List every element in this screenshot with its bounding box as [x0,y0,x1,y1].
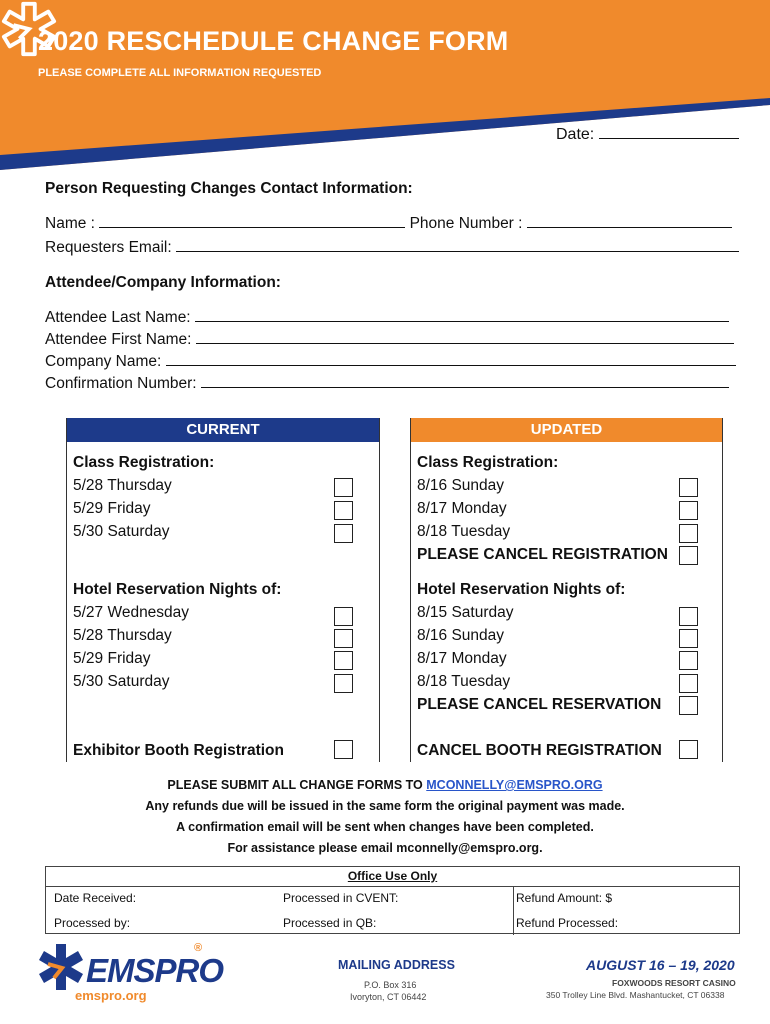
form-subtitle: PLEASE COMPLETE ALL INFORMATION REQUESTED [38,67,322,79]
confirmation-blank[interactable] [201,374,729,388]
checkbox-updated-hotel-1[interactable] [679,607,698,626]
date-received-label: Date Received: [54,891,137,905]
name-blank[interactable] [99,214,405,228]
updated-hotel-item: 8/18 Tuesday [417,673,511,690]
processed-cvent-label: Processed in CVENT: [283,891,399,905]
checkbox-current-class-3[interactable] [334,524,353,543]
confirmation-notice: A confirmation email will be sent when changes have been completed. [176,820,594,834]
checkbox-updated-class-3[interactable] [679,524,698,543]
updated-heading: UPDATED [411,418,722,442]
updated-hotel-item: 8/16 Sunday [417,627,505,644]
phone-blank[interactable] [527,214,732,228]
refund-amount-label: Refund Amount: $ [516,891,613,905]
form-title: 2020 RESCHEDULE CHANGE FORM [38,26,509,56]
company-row [45,352,736,371]
updated-hotel-heading: Hotel Reservation Nights of: [417,581,626,598]
checkbox-updated-class-2[interactable] [679,501,698,520]
current-hotel-item: 5/30 Saturday [73,673,170,690]
email-row [45,238,739,257]
checkbox-current-hotel-1[interactable] [334,607,353,626]
updated-booth-cancel: CANCEL BOOTH REGISTRATION [417,742,662,759]
first-name-blank[interactable] [196,330,734,344]
attendee-heading: Attendee/Company Information: [45,274,281,291]
office-column-divider [513,886,514,935]
confirmation-row [45,374,729,393]
company-blank[interactable] [166,352,736,366]
updated-class-cancel: PLEASE CANCEL REGISTRATION [417,546,668,563]
confirmation-label: Confirmation Number: [45,375,197,392]
updated-class-item: 8/17 Monday [417,500,507,517]
header-banner [0,0,770,170]
updated-column [410,418,723,762]
emspro-logo-text: EMSPRO [86,952,224,989]
checkbox-current-hotel-4[interactable] [334,674,353,693]
current-column [66,418,380,762]
name-phone-row [45,214,732,233]
date-blank[interactable] [599,125,739,139]
current-class-item: 5/30 Saturday [73,523,170,540]
current-heading: CURRENT [67,418,379,442]
current-class-item: 5/28 Thursday [73,477,172,494]
event-venue: FOXWOODS RESORT CASINO [612,978,736,988]
checkbox-updated-cancel-reservation[interactable] [679,696,698,715]
checkbox-current-hotel-2[interactable] [334,629,353,648]
office-use-table [45,866,740,934]
first-name-label: Attendee First Name: [45,331,192,348]
checkbox-updated-hotel-2[interactable] [679,629,698,648]
checkbox-current-class-2[interactable] [334,501,353,520]
current-hotel-item: 5/28 Thursday [73,627,172,644]
mailing-address-title: MAILING ADDRESS [338,958,455,972]
email-label: Requesters Email: [45,239,172,256]
updated-class-item: 8/16 Sunday [417,477,505,494]
checkbox-updated-hotel-4[interactable] [679,674,698,693]
updated-hotel-item: 8/17 Monday [417,650,507,667]
date-field [556,125,739,144]
office-use-title: Office Use Only [347,869,438,883]
checkbox-current-class-1[interactable] [334,478,353,497]
last-name-label: Attendee Last Name: [45,309,191,326]
submit-notice [0,778,770,792]
phone-label: Phone Number : [409,215,523,232]
last-name-blank[interactable] [195,308,729,322]
updated-hotel-item: 8/15 Saturday [417,604,514,621]
checkbox-updated-cancel-booth[interactable] [679,740,698,759]
current-booth-label: Exhibitor Booth Registration [73,742,284,759]
updated-class-item: 8/18 Tuesday [417,523,511,540]
mailing-city: Ivoryton, CT 06442 [350,992,427,1002]
star-of-life-icon [0,0,58,58]
checkbox-updated-cancel-registration[interactable] [679,546,698,565]
refunds-notice: Any refunds due will be issued in the same form the original payment was made. [145,799,625,813]
office-divider [46,886,739,887]
first-name-row [45,330,734,349]
processed-qb-label: Processed in QB: [283,916,377,930]
name-label: Name : [45,215,95,232]
current-hotel-heading: Hotel Reservation Nights of: [73,581,282,598]
last-name-row [45,308,729,327]
submit-prefix: PLEASE SUBMIT ALL CHANGE FORMS TO [167,778,423,792]
current-class-heading: Class Registration: [73,454,215,471]
current-class-item: 5/29 Friday [73,500,151,517]
contact-heading: Person Requesting Changes Contact Information: [45,180,413,197]
event-address: 350 Trolley Line Blvd. Mashantucket, CT 06338 [546,990,725,1000]
checkbox-current-hotel-3[interactable] [334,651,353,670]
checkbox-current-booth[interactable] [334,740,353,759]
current-hotel-item: 5/27 Wednesday [73,604,190,621]
submit-email-link[interactable]: MCONNELLY@EMSPRO.ORG [426,778,603,792]
checkbox-updated-hotel-3[interactable] [679,651,698,670]
updated-hotel-cancel: PLEASE CANCEL RESERVATION [417,696,662,713]
registered-mark: ® [194,942,203,954]
emspro-url: emspro.org [75,988,147,1003]
company-label: Company Name: [45,353,162,370]
current-hotel-item: 5/29 Friday [73,650,151,667]
event-dates: AUGUST 16 – 19, 2020 [586,957,735,973]
email-blank[interactable] [176,238,739,252]
refund-processed-label: Refund Processed: [516,916,619,930]
date-label: Date: [556,126,595,143]
updated-class-heading: Class Registration: [417,454,559,471]
mailing-po-box: P.O. Box 316 [364,980,417,990]
checkbox-updated-class-1[interactable] [679,478,698,497]
processed-by-label: Processed by: [54,916,131,930]
assistance-notice: For assistance please email mconnelly@emspro.org. [227,841,543,855]
